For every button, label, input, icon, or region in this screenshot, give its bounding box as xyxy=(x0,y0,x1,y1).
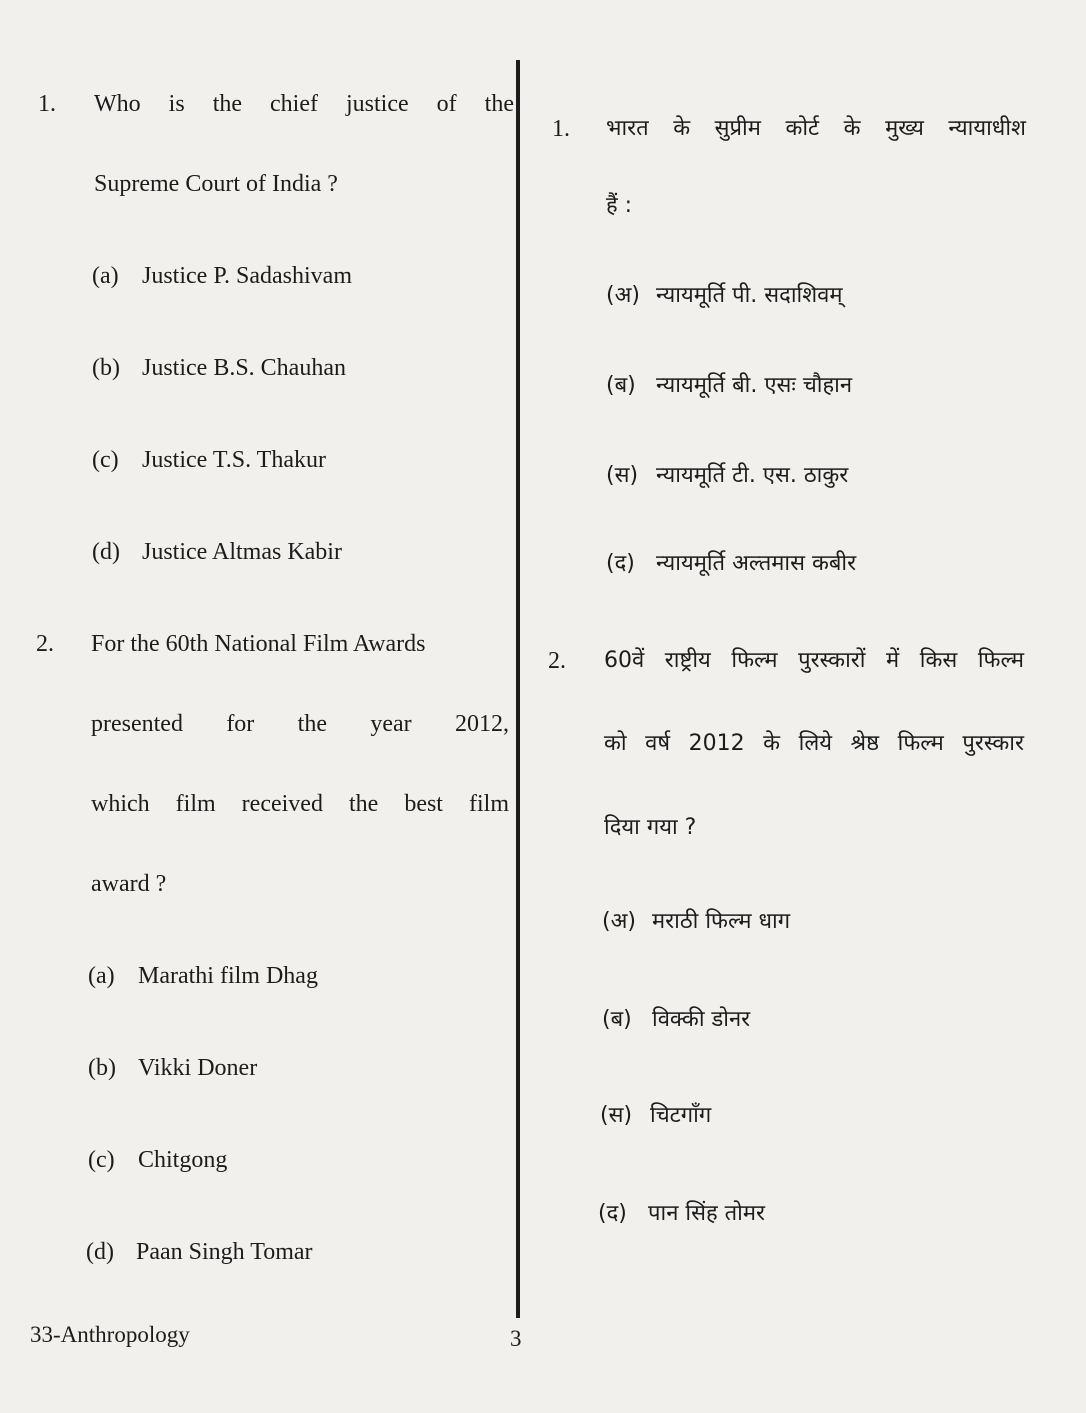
question-text: presented for the year 2012, xyxy=(91,711,509,737)
option-d xyxy=(606,548,856,580)
option-label: (ब) xyxy=(602,1007,632,1032)
option-text: Paan Singh Tomar xyxy=(136,1239,313,1265)
question-text: दिया गया ? xyxy=(604,815,697,840)
question-number: 2. xyxy=(548,648,566,674)
option-label: (स) xyxy=(600,1103,633,1128)
question-text: Who is the chief justice of the xyxy=(94,91,514,117)
question-number: 1. xyxy=(552,116,570,142)
option-label: (द) xyxy=(598,1201,627,1226)
option-label: (b) xyxy=(92,355,120,381)
option-text: न्यायमूर्ति टी. एस. ठाकुर xyxy=(656,463,849,488)
option-c xyxy=(88,1144,227,1176)
question-text: 60वें राष्ट्रीय फिल्म पुरस्कारों में किस फिल्म xyxy=(604,648,1024,673)
option-text: मराठी फिल्म धाग xyxy=(652,909,791,934)
option-b xyxy=(88,1052,257,1084)
option-text: Justice T.S. Thakur xyxy=(142,447,326,473)
option-b xyxy=(92,352,346,384)
question-text: Supreme Court of India ? xyxy=(94,171,338,197)
subject-footer: 33-Anthropology xyxy=(30,1322,190,1347)
option-c xyxy=(92,444,326,476)
option-text: Marathi film Dhag xyxy=(138,963,318,989)
option-d xyxy=(86,1236,313,1268)
column-divider xyxy=(516,60,520,1318)
option-a xyxy=(92,260,352,292)
option-label: (d) xyxy=(92,539,120,565)
option-d xyxy=(92,536,342,568)
option-label: (c) xyxy=(92,447,119,473)
option-c xyxy=(606,460,848,492)
question-text: भारत के सुप्रीम कोर्ट के मुख्य न्यायाधीश xyxy=(606,116,1026,141)
option-b xyxy=(602,1004,750,1036)
option-text: न्यायमूर्ति पी. सदाशिवम् xyxy=(656,283,843,308)
option-text: Justice B.S. Chauhan xyxy=(142,355,346,381)
option-b xyxy=(606,370,852,402)
option-label: (अ) xyxy=(602,909,636,934)
question-text: हैं : xyxy=(606,193,633,218)
option-label: (c) xyxy=(88,1147,115,1173)
question-text: For the 60th National Film Awards xyxy=(91,631,426,657)
option-a xyxy=(88,960,318,992)
option-label: (स) xyxy=(606,463,639,488)
option-label: (द) xyxy=(606,551,635,576)
option-text: Justice Altmas Kabir xyxy=(142,539,342,565)
option-text: पान सिंह तोमर xyxy=(648,1201,766,1226)
option-c xyxy=(600,1100,711,1132)
option-text: न्यायमूर्ति अल्तमास कबीर xyxy=(656,551,857,576)
page-number: 3 xyxy=(510,1326,522,1351)
question-number: 1. xyxy=(38,91,56,117)
option-text: न्यायमूर्ति बी. एसः चौहान xyxy=(656,373,853,398)
option-label: (ब) xyxy=(606,373,636,398)
option-a xyxy=(602,906,790,938)
option-text: चिटगाँग xyxy=(650,1103,712,1128)
question-text: which film received the best film xyxy=(91,791,509,817)
option-text: Chitgong xyxy=(138,1147,228,1173)
option-label: (d) xyxy=(86,1239,114,1265)
option-text: Justice P. Sadashivam xyxy=(142,263,352,289)
question-number: 2. xyxy=(36,631,54,657)
question-text: को वर्ष 2012 के लिये श्रेष्ठ फिल्म पुरस्कार xyxy=(604,731,1024,756)
option-label: (अ) xyxy=(606,283,640,308)
option-text: विक्की डोनर xyxy=(652,1007,751,1032)
option-label: (a) xyxy=(88,963,115,989)
option-d xyxy=(598,1198,765,1230)
option-label: (a) xyxy=(92,263,119,289)
option-text: Vikki Doner xyxy=(138,1055,258,1081)
option-a xyxy=(606,280,843,312)
question-text: award ? xyxy=(91,871,167,897)
option-label: (b) xyxy=(88,1055,116,1081)
